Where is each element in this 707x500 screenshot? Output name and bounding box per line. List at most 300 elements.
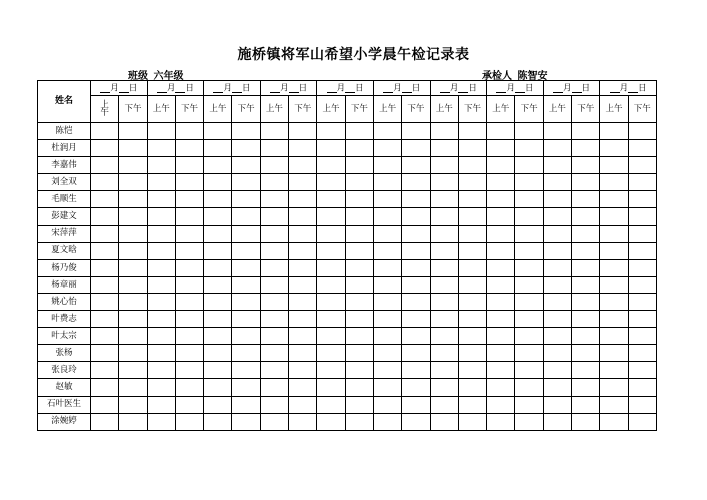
pm-check-cell[interactable] bbox=[119, 379, 147, 396]
pm-check-cell[interactable] bbox=[232, 396, 260, 413]
am-check-cell[interactable] bbox=[260, 345, 288, 362]
pm-check-cell[interactable] bbox=[402, 174, 430, 191]
pm-check-cell[interactable] bbox=[402, 396, 430, 413]
pm-check-cell[interactable] bbox=[402, 140, 430, 157]
am-check-cell[interactable] bbox=[373, 157, 401, 174]
am-check-cell[interactable] bbox=[317, 259, 345, 276]
am-check-cell[interactable] bbox=[317, 225, 345, 242]
pm-check-cell[interactable] bbox=[345, 242, 373, 259]
am-check-cell[interactable] bbox=[204, 225, 232, 242]
pm-check-cell[interactable] bbox=[175, 259, 203, 276]
am-check-cell[interactable] bbox=[373, 208, 401, 225]
am-check-cell[interactable] bbox=[91, 293, 119, 310]
am-check-cell[interactable] bbox=[317, 191, 345, 208]
pm-check-cell[interactable] bbox=[628, 413, 656, 430]
am-check-cell[interactable] bbox=[317, 157, 345, 174]
am-check-cell[interactable] bbox=[543, 157, 571, 174]
am-check-cell[interactable] bbox=[317, 293, 345, 310]
pm-check-cell[interactable] bbox=[515, 345, 543, 362]
pm-check-cell[interactable] bbox=[175, 379, 203, 396]
am-check-cell[interactable] bbox=[204, 123, 232, 140]
am-check-cell[interactable] bbox=[91, 328, 119, 345]
pm-check-cell[interactable] bbox=[119, 242, 147, 259]
pm-check-cell[interactable] bbox=[628, 259, 656, 276]
am-check-cell[interactable] bbox=[260, 293, 288, 310]
am-check-cell[interactable] bbox=[600, 157, 628, 174]
am-check-cell[interactable] bbox=[543, 123, 571, 140]
am-check-cell[interactable] bbox=[430, 140, 458, 157]
am-check-cell[interactable] bbox=[91, 140, 119, 157]
pm-check-cell[interactable] bbox=[572, 225, 600, 242]
pm-check-cell[interactable] bbox=[289, 345, 317, 362]
am-check-cell[interactable] bbox=[91, 157, 119, 174]
pm-check-cell[interactable] bbox=[345, 123, 373, 140]
pm-check-cell[interactable] bbox=[175, 293, 203, 310]
pm-check-cell[interactable] bbox=[458, 123, 486, 140]
pm-check-cell[interactable] bbox=[119, 396, 147, 413]
am-check-cell[interactable] bbox=[147, 311, 175, 328]
pm-check-cell[interactable] bbox=[232, 379, 260, 396]
am-check-cell[interactable] bbox=[147, 259, 175, 276]
am-check-cell[interactable] bbox=[543, 413, 571, 430]
am-check-cell[interactable] bbox=[487, 123, 515, 140]
pm-check-cell[interactable] bbox=[572, 362, 600, 379]
pm-check-cell[interactable] bbox=[232, 123, 260, 140]
am-check-cell[interactable] bbox=[147, 276, 175, 293]
pm-check-cell[interactable] bbox=[458, 362, 486, 379]
pm-check-cell[interactable] bbox=[402, 276, 430, 293]
am-check-cell[interactable] bbox=[147, 140, 175, 157]
am-check-cell[interactable] bbox=[147, 345, 175, 362]
pm-check-cell[interactable] bbox=[119, 413, 147, 430]
pm-check-cell[interactable] bbox=[345, 396, 373, 413]
am-check-cell[interactable] bbox=[373, 225, 401, 242]
pm-check-cell[interactable] bbox=[572, 259, 600, 276]
am-check-cell[interactable] bbox=[373, 362, 401, 379]
pm-check-cell[interactable] bbox=[628, 157, 656, 174]
am-check-cell[interactable] bbox=[260, 276, 288, 293]
am-check-cell[interactable] bbox=[317, 242, 345, 259]
am-check-cell[interactable] bbox=[373, 174, 401, 191]
pm-check-cell[interactable] bbox=[175, 242, 203, 259]
pm-check-cell[interactable] bbox=[515, 225, 543, 242]
am-check-cell[interactable] bbox=[487, 174, 515, 191]
am-check-cell[interactable] bbox=[91, 362, 119, 379]
am-check-cell[interactable] bbox=[543, 140, 571, 157]
pm-check-cell[interactable] bbox=[402, 345, 430, 362]
pm-check-cell[interactable] bbox=[515, 413, 543, 430]
pm-check-cell[interactable] bbox=[289, 396, 317, 413]
am-check-cell[interactable] bbox=[600, 208, 628, 225]
am-check-cell[interactable] bbox=[147, 396, 175, 413]
am-check-cell[interactable] bbox=[373, 140, 401, 157]
pm-check-cell[interactable] bbox=[175, 123, 203, 140]
am-check-cell[interactable] bbox=[373, 413, 401, 430]
am-check-cell[interactable] bbox=[317, 311, 345, 328]
pm-check-cell[interactable] bbox=[572, 123, 600, 140]
am-check-cell[interactable] bbox=[204, 379, 232, 396]
am-check-cell[interactable] bbox=[317, 362, 345, 379]
pm-check-cell[interactable] bbox=[572, 311, 600, 328]
pm-check-cell[interactable] bbox=[119, 362, 147, 379]
pm-check-cell[interactable] bbox=[232, 157, 260, 174]
am-check-cell[interactable] bbox=[600, 140, 628, 157]
am-check-cell[interactable] bbox=[487, 379, 515, 396]
am-check-cell[interactable] bbox=[373, 259, 401, 276]
am-check-cell[interactable] bbox=[373, 379, 401, 396]
am-check-cell[interactable] bbox=[430, 259, 458, 276]
am-check-cell[interactable] bbox=[430, 379, 458, 396]
pm-check-cell[interactable] bbox=[628, 362, 656, 379]
pm-check-cell[interactable] bbox=[458, 345, 486, 362]
am-check-cell[interactable] bbox=[600, 328, 628, 345]
pm-check-cell[interactable] bbox=[628, 174, 656, 191]
pm-check-cell[interactable] bbox=[175, 328, 203, 345]
pm-check-cell[interactable] bbox=[402, 208, 430, 225]
am-check-cell[interactable] bbox=[487, 191, 515, 208]
pm-check-cell[interactable] bbox=[232, 208, 260, 225]
pm-check-cell[interactable] bbox=[345, 174, 373, 191]
am-check-cell[interactable] bbox=[373, 328, 401, 345]
pm-check-cell[interactable] bbox=[515, 242, 543, 259]
am-check-cell[interactable] bbox=[147, 208, 175, 225]
am-check-cell[interactable] bbox=[204, 191, 232, 208]
pm-check-cell[interactable] bbox=[289, 157, 317, 174]
pm-check-cell[interactable] bbox=[119, 140, 147, 157]
pm-check-cell[interactable] bbox=[458, 225, 486, 242]
pm-check-cell[interactable] bbox=[289, 191, 317, 208]
am-check-cell[interactable] bbox=[543, 276, 571, 293]
pm-check-cell[interactable] bbox=[458, 242, 486, 259]
pm-check-cell[interactable] bbox=[232, 259, 260, 276]
pm-check-cell[interactable] bbox=[119, 157, 147, 174]
pm-check-cell[interactable] bbox=[232, 311, 260, 328]
am-check-cell[interactable] bbox=[373, 123, 401, 140]
am-check-cell[interactable] bbox=[204, 157, 232, 174]
pm-check-cell[interactable] bbox=[515, 174, 543, 191]
am-check-cell[interactable] bbox=[260, 208, 288, 225]
am-check-cell[interactable] bbox=[487, 208, 515, 225]
am-check-cell[interactable] bbox=[430, 123, 458, 140]
pm-check-cell[interactable] bbox=[515, 140, 543, 157]
pm-check-cell[interactable] bbox=[628, 242, 656, 259]
am-check-cell[interactable] bbox=[317, 123, 345, 140]
am-check-cell[interactable] bbox=[600, 242, 628, 259]
am-check-cell[interactable] bbox=[317, 208, 345, 225]
am-check-cell[interactable] bbox=[543, 259, 571, 276]
am-check-cell[interactable] bbox=[204, 140, 232, 157]
am-check-cell[interactable] bbox=[260, 140, 288, 157]
am-check-cell[interactable] bbox=[543, 311, 571, 328]
am-check-cell[interactable] bbox=[147, 379, 175, 396]
pm-check-cell[interactable] bbox=[458, 140, 486, 157]
am-check-cell[interactable] bbox=[147, 174, 175, 191]
pm-check-cell[interactable] bbox=[289, 311, 317, 328]
pm-check-cell[interactable] bbox=[119, 311, 147, 328]
am-check-cell[interactable] bbox=[543, 225, 571, 242]
am-check-cell[interactable] bbox=[430, 208, 458, 225]
am-check-cell[interactable] bbox=[487, 276, 515, 293]
pm-check-cell[interactable] bbox=[232, 191, 260, 208]
am-check-cell[interactable] bbox=[543, 208, 571, 225]
pm-check-cell[interactable] bbox=[232, 225, 260, 242]
am-check-cell[interactable] bbox=[317, 413, 345, 430]
pm-check-cell[interactable] bbox=[345, 345, 373, 362]
pm-check-cell[interactable] bbox=[232, 174, 260, 191]
pm-check-cell[interactable] bbox=[345, 362, 373, 379]
pm-check-cell[interactable] bbox=[572, 191, 600, 208]
am-check-cell[interactable] bbox=[487, 140, 515, 157]
pm-check-cell[interactable] bbox=[119, 259, 147, 276]
am-check-cell[interactable] bbox=[430, 396, 458, 413]
am-check-cell[interactable] bbox=[600, 123, 628, 140]
am-check-cell[interactable] bbox=[147, 242, 175, 259]
am-check-cell[interactable] bbox=[487, 396, 515, 413]
am-check-cell[interactable] bbox=[260, 379, 288, 396]
pm-check-cell[interactable] bbox=[119, 123, 147, 140]
pm-check-cell[interactable] bbox=[515, 276, 543, 293]
pm-check-cell[interactable] bbox=[175, 345, 203, 362]
pm-check-cell[interactable] bbox=[515, 259, 543, 276]
am-check-cell[interactable] bbox=[600, 311, 628, 328]
am-check-cell[interactable] bbox=[600, 293, 628, 310]
pm-check-cell[interactable] bbox=[515, 311, 543, 328]
pm-check-cell[interactable] bbox=[175, 276, 203, 293]
pm-check-cell[interactable] bbox=[515, 396, 543, 413]
pm-check-cell[interactable] bbox=[458, 208, 486, 225]
pm-check-cell[interactable] bbox=[345, 311, 373, 328]
pm-check-cell[interactable] bbox=[515, 208, 543, 225]
am-check-cell[interactable] bbox=[204, 174, 232, 191]
pm-check-cell[interactable] bbox=[345, 276, 373, 293]
pm-check-cell[interactable] bbox=[402, 328, 430, 345]
am-check-cell[interactable] bbox=[430, 242, 458, 259]
pm-check-cell[interactable] bbox=[458, 191, 486, 208]
pm-check-cell[interactable] bbox=[345, 225, 373, 242]
pm-check-cell[interactable] bbox=[175, 208, 203, 225]
pm-check-cell[interactable] bbox=[458, 328, 486, 345]
pm-check-cell[interactable] bbox=[402, 157, 430, 174]
pm-check-cell[interactable] bbox=[289, 413, 317, 430]
am-check-cell[interactable] bbox=[260, 123, 288, 140]
am-check-cell[interactable] bbox=[260, 225, 288, 242]
pm-check-cell[interactable] bbox=[572, 379, 600, 396]
am-check-cell[interactable] bbox=[317, 174, 345, 191]
am-check-cell[interactable] bbox=[91, 123, 119, 140]
am-check-cell[interactable] bbox=[260, 174, 288, 191]
am-check-cell[interactable] bbox=[91, 413, 119, 430]
pm-check-cell[interactable] bbox=[458, 413, 486, 430]
pm-check-cell[interactable] bbox=[345, 191, 373, 208]
am-check-cell[interactable] bbox=[91, 345, 119, 362]
pm-check-cell[interactable] bbox=[345, 328, 373, 345]
am-check-cell[interactable] bbox=[543, 379, 571, 396]
am-check-cell[interactable] bbox=[91, 174, 119, 191]
pm-check-cell[interactable] bbox=[628, 345, 656, 362]
am-check-cell[interactable] bbox=[260, 242, 288, 259]
am-check-cell[interactable] bbox=[430, 157, 458, 174]
pm-check-cell[interactable] bbox=[402, 259, 430, 276]
pm-check-cell[interactable] bbox=[628, 140, 656, 157]
am-check-cell[interactable] bbox=[487, 293, 515, 310]
pm-check-cell[interactable] bbox=[458, 259, 486, 276]
am-check-cell[interactable] bbox=[204, 311, 232, 328]
pm-check-cell[interactable] bbox=[232, 362, 260, 379]
pm-check-cell[interactable] bbox=[572, 174, 600, 191]
pm-check-cell[interactable] bbox=[572, 396, 600, 413]
am-check-cell[interactable] bbox=[487, 345, 515, 362]
am-check-cell[interactable] bbox=[600, 345, 628, 362]
am-check-cell[interactable] bbox=[487, 328, 515, 345]
am-check-cell[interactable] bbox=[487, 413, 515, 430]
am-check-cell[interactable] bbox=[91, 396, 119, 413]
am-check-cell[interactable] bbox=[430, 225, 458, 242]
pm-check-cell[interactable] bbox=[628, 225, 656, 242]
pm-check-cell[interactable] bbox=[628, 379, 656, 396]
am-check-cell[interactable] bbox=[373, 242, 401, 259]
am-check-cell[interactable] bbox=[260, 396, 288, 413]
pm-check-cell[interactable] bbox=[289, 174, 317, 191]
am-check-cell[interactable] bbox=[543, 396, 571, 413]
pm-check-cell[interactable] bbox=[572, 276, 600, 293]
pm-check-cell[interactable] bbox=[402, 413, 430, 430]
am-check-cell[interactable] bbox=[600, 396, 628, 413]
am-check-cell[interactable] bbox=[543, 191, 571, 208]
pm-check-cell[interactable] bbox=[175, 396, 203, 413]
am-check-cell[interactable] bbox=[260, 413, 288, 430]
am-check-cell[interactable] bbox=[600, 362, 628, 379]
pm-check-cell[interactable] bbox=[572, 345, 600, 362]
am-check-cell[interactable] bbox=[373, 311, 401, 328]
am-check-cell[interactable] bbox=[91, 191, 119, 208]
am-check-cell[interactable] bbox=[600, 174, 628, 191]
pm-check-cell[interactable] bbox=[458, 276, 486, 293]
pm-check-cell[interactable] bbox=[289, 328, 317, 345]
am-check-cell[interactable] bbox=[487, 242, 515, 259]
am-check-cell[interactable] bbox=[317, 276, 345, 293]
pm-check-cell[interactable] bbox=[458, 311, 486, 328]
am-check-cell[interactable] bbox=[91, 225, 119, 242]
am-check-cell[interactable] bbox=[260, 311, 288, 328]
am-check-cell[interactable] bbox=[430, 174, 458, 191]
pm-check-cell[interactable] bbox=[515, 123, 543, 140]
pm-check-cell[interactable] bbox=[515, 293, 543, 310]
pm-check-cell[interactable] bbox=[232, 242, 260, 259]
am-check-cell[interactable] bbox=[91, 242, 119, 259]
pm-check-cell[interactable] bbox=[515, 362, 543, 379]
pm-check-cell[interactable] bbox=[458, 293, 486, 310]
pm-check-cell[interactable] bbox=[572, 328, 600, 345]
pm-check-cell[interactable] bbox=[289, 379, 317, 396]
am-check-cell[interactable] bbox=[260, 191, 288, 208]
am-check-cell[interactable] bbox=[600, 276, 628, 293]
pm-check-cell[interactable] bbox=[289, 140, 317, 157]
pm-check-cell[interactable] bbox=[402, 311, 430, 328]
am-check-cell[interactable] bbox=[600, 225, 628, 242]
am-check-cell[interactable] bbox=[543, 345, 571, 362]
pm-check-cell[interactable] bbox=[345, 293, 373, 310]
am-check-cell[interactable] bbox=[147, 413, 175, 430]
pm-check-cell[interactable] bbox=[232, 413, 260, 430]
am-check-cell[interactable] bbox=[317, 396, 345, 413]
am-check-cell[interactable] bbox=[373, 191, 401, 208]
pm-check-cell[interactable] bbox=[175, 140, 203, 157]
pm-check-cell[interactable] bbox=[628, 208, 656, 225]
am-check-cell[interactable] bbox=[147, 293, 175, 310]
pm-check-cell[interactable] bbox=[345, 140, 373, 157]
pm-check-cell[interactable] bbox=[345, 379, 373, 396]
am-check-cell[interactable] bbox=[487, 157, 515, 174]
pm-check-cell[interactable] bbox=[628, 396, 656, 413]
pm-check-cell[interactable] bbox=[119, 293, 147, 310]
am-check-cell[interactable] bbox=[317, 140, 345, 157]
am-check-cell[interactable] bbox=[260, 157, 288, 174]
pm-check-cell[interactable] bbox=[119, 328, 147, 345]
pm-check-cell[interactable] bbox=[119, 174, 147, 191]
pm-check-cell[interactable] bbox=[175, 225, 203, 242]
am-check-cell[interactable] bbox=[543, 362, 571, 379]
pm-check-cell[interactable] bbox=[119, 208, 147, 225]
pm-check-cell[interactable] bbox=[515, 379, 543, 396]
pm-check-cell[interactable] bbox=[289, 225, 317, 242]
pm-check-cell[interactable] bbox=[572, 293, 600, 310]
pm-check-cell[interactable] bbox=[232, 328, 260, 345]
pm-check-cell[interactable] bbox=[289, 276, 317, 293]
am-check-cell[interactable] bbox=[204, 328, 232, 345]
am-check-cell[interactable] bbox=[430, 362, 458, 379]
am-check-cell[interactable] bbox=[543, 242, 571, 259]
pm-check-cell[interactable] bbox=[289, 259, 317, 276]
pm-check-cell[interactable] bbox=[175, 191, 203, 208]
pm-check-cell[interactable] bbox=[289, 242, 317, 259]
am-check-cell[interactable] bbox=[260, 362, 288, 379]
am-check-cell[interactable] bbox=[373, 276, 401, 293]
pm-check-cell[interactable] bbox=[175, 174, 203, 191]
pm-check-cell[interactable] bbox=[572, 413, 600, 430]
pm-check-cell[interactable] bbox=[628, 328, 656, 345]
pm-check-cell[interactable] bbox=[119, 191, 147, 208]
am-check-cell[interactable] bbox=[91, 276, 119, 293]
am-check-cell[interactable] bbox=[204, 396, 232, 413]
am-check-cell[interactable] bbox=[147, 123, 175, 140]
am-check-cell[interactable] bbox=[317, 345, 345, 362]
am-check-cell[interactable] bbox=[204, 208, 232, 225]
pm-check-cell[interactable] bbox=[458, 174, 486, 191]
am-check-cell[interactable] bbox=[487, 362, 515, 379]
am-check-cell[interactable] bbox=[147, 225, 175, 242]
pm-check-cell[interactable] bbox=[175, 362, 203, 379]
am-check-cell[interactable] bbox=[600, 191, 628, 208]
am-check-cell[interactable] bbox=[430, 413, 458, 430]
pm-check-cell[interactable] bbox=[289, 123, 317, 140]
am-check-cell[interactable] bbox=[543, 293, 571, 310]
am-check-cell[interactable] bbox=[204, 259, 232, 276]
pm-check-cell[interactable] bbox=[119, 225, 147, 242]
am-check-cell[interactable] bbox=[430, 191, 458, 208]
pm-check-cell[interactable] bbox=[175, 311, 203, 328]
am-check-cell[interactable] bbox=[373, 293, 401, 310]
pm-check-cell[interactable] bbox=[232, 140, 260, 157]
am-check-cell[interactable] bbox=[91, 311, 119, 328]
pm-check-cell[interactable] bbox=[402, 123, 430, 140]
pm-check-cell[interactable] bbox=[515, 328, 543, 345]
am-check-cell[interactable] bbox=[317, 379, 345, 396]
pm-check-cell[interactable] bbox=[572, 157, 600, 174]
am-check-cell[interactable] bbox=[487, 259, 515, 276]
pm-check-cell[interactable] bbox=[345, 157, 373, 174]
am-check-cell[interactable] bbox=[487, 311, 515, 328]
pm-check-cell[interactable] bbox=[572, 140, 600, 157]
